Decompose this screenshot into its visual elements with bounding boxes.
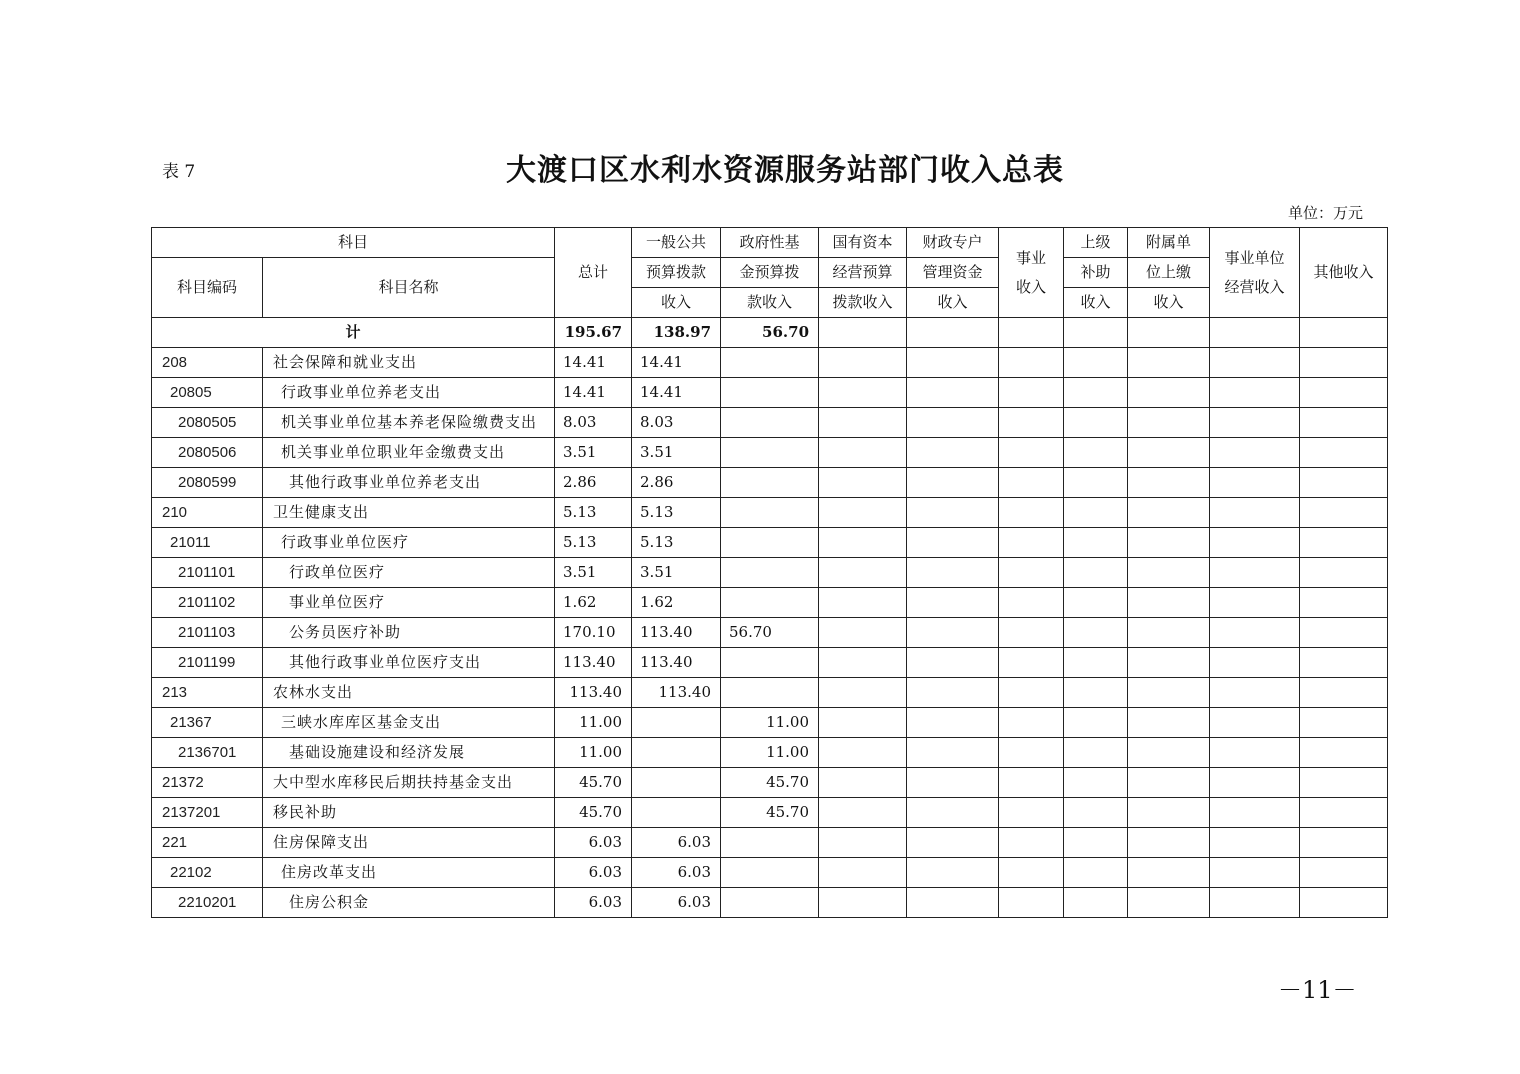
empty-cell [1210,528,1300,558]
empty-cell [907,438,999,468]
total-cell: 45.70 [555,798,632,828]
subject-name-cell: 移民补助 [263,798,555,828]
empty-cell [999,528,1064,558]
total-row-total: 195.67 [555,318,632,348]
empty-cell [819,768,907,798]
empty-cell [819,858,907,888]
general-public-cell: 3.51 [632,558,721,588]
gov-fund-cell [721,828,819,858]
header-general-public-3: 收入 [632,288,721,318]
empty-cell [819,378,907,408]
header-state-capital: 国有资本 [819,228,907,258]
empty-cell [1300,348,1388,378]
empty-cell [907,468,999,498]
empty-cell [1064,858,1128,888]
header-gov-fund-3: 款收入 [721,288,819,318]
gov-fund-cell [721,648,819,678]
header-gov-fund: 政府性基 [721,228,819,258]
empty-cell [819,738,907,768]
table-row [152,738,1388,768]
empty-cell [819,588,907,618]
general-public-cell: 6.03 [632,858,721,888]
empty-cell [1300,798,1388,828]
general-public-cell: 113.40 [632,648,721,678]
header-other: 其他收入 [1300,228,1388,318]
empty-cell [1064,348,1128,378]
total-cell: 14.41 [555,378,632,408]
empty-cell [1210,468,1300,498]
subject-code-cell: 2136701 [152,738,263,768]
table-row [152,798,1388,828]
empty-cell [1128,408,1210,438]
header-gov-fund-2: 金预算拨 [721,258,819,288]
general-public-cell: 5.13 [632,528,721,558]
empty-cell [999,768,1064,798]
subject-code-cell: 2080505 [152,408,263,438]
general-public-cell: 2.86 [632,468,721,498]
income-table [151,227,1388,918]
empty-cell [1128,768,1210,798]
empty-cell [1300,558,1388,588]
total-row-gov-fund: 56.70 [721,318,819,348]
total-cell: 6.03 [555,828,632,858]
total-cell: 8.03 [555,408,632,438]
general-public-cell: 1.62 [632,588,721,618]
subject-name-cell: 住房保障支出 [263,828,555,858]
empty-cell [907,768,999,798]
empty-cell [1300,858,1388,888]
total-row-general: 138.97 [632,318,721,348]
empty-cell [1210,798,1300,828]
header-superior-2: 补助 [1064,258,1128,288]
subject-code-cell: 2101103 [152,618,263,648]
header-subject-code: 科目编码 [152,258,263,318]
subject-code-cell: 2101101 [152,558,263,588]
gov-fund-cell: 11.00 [721,738,819,768]
empty-cell [1064,318,1128,348]
header-business-operating [1210,228,1300,318]
empty-cell [1128,828,1210,858]
empty-cell [1210,558,1300,588]
empty-cell [907,318,999,348]
subject-code-cell: 21367 [152,708,263,738]
header-general-public-2: 预算拨款 [632,258,721,288]
empty-cell [1064,438,1128,468]
data-rows [152,348,1388,918]
table-row [152,378,1388,408]
empty-cell [819,618,907,648]
empty-cell [907,858,999,888]
empty-cell [999,438,1064,468]
header-business-line-2: 收入 [1016,277,1047,296]
empty-cell [1210,768,1300,798]
total-cell: 113.40 [555,678,632,708]
subject-name-cell: 社会保障和就业支出 [263,348,555,378]
empty-cell [999,558,1064,588]
general-public-cell: 14.41 [632,348,721,378]
general-public-cell: 113.40 [632,618,721,648]
empty-cell [1300,528,1388,558]
subject-code-cell: 2080506 [152,438,263,468]
empty-cell [1064,648,1128,678]
empty-cell [999,378,1064,408]
empty-cell [1128,498,1210,528]
empty-cell [999,648,1064,678]
header-affiliated-2: 位上缴 [1128,258,1210,288]
empty-cell [819,828,907,858]
empty-cell [819,408,907,438]
empty-cell [1064,618,1128,648]
empty-cell [1300,408,1388,438]
empty-cell [1210,678,1300,708]
subject-name-cell: 其他行政事业单位养老支出 [263,468,555,498]
empty-cell [1210,858,1300,888]
gov-fund-cell [721,558,819,588]
empty-cell [1300,618,1388,648]
gov-fund-cell [721,888,819,918]
empty-cell [999,888,1064,918]
empty-cell [1210,618,1300,648]
subject-name-cell: 行政事业单位医疗 [263,528,555,558]
subject-name-cell: 大中型水库移民后期扶持基金支出 [263,768,555,798]
general-public-cell [632,768,721,798]
empty-cell [819,498,907,528]
subject-name-cell: 三峡水库库区基金支出 [263,708,555,738]
empty-cell [1064,708,1128,738]
total-row [152,318,1388,348]
gov-fund-cell: 11.00 [721,708,819,738]
general-public-cell [632,708,721,738]
empty-cell [907,708,999,738]
header-row-1 [152,228,1388,258]
header-state-capital-3: 拨款收入 [819,288,907,318]
gov-fund-cell [721,498,819,528]
empty-cell [999,798,1064,828]
empty-cell [1064,498,1128,528]
empty-cell [1128,798,1210,828]
gov-fund-cell: 45.70 [721,798,819,828]
empty-cell [819,888,907,918]
table-row [152,438,1388,468]
total-cell: 170.10 [555,618,632,648]
gov-fund-cell [721,588,819,618]
empty-cell [1210,318,1300,348]
empty-cell [1064,588,1128,618]
empty-cell [1128,888,1210,918]
header-business [999,228,1064,318]
empty-cell [1300,708,1388,738]
empty-cell [1210,438,1300,468]
page-number: －11－ [1278,976,1357,1004]
subject-name-cell: 卫生健康支出 [263,498,555,528]
header-business-operating-line-2: 经营收入 [1224,277,1285,296]
subject-name-cell: 行政事业单位养老支出 [263,378,555,408]
empty-cell [1300,888,1388,918]
empty-cell [819,558,907,588]
empty-cell [1128,318,1210,348]
total-cell: 11.00 [555,738,632,768]
empty-cell [1128,528,1210,558]
header-total: 总计 [555,228,632,318]
empty-cell [1300,828,1388,858]
table-row [152,588,1388,618]
empty-cell [819,648,907,678]
total-cell: 2.86 [555,468,632,498]
header-fiscal-special-3: 收入 [907,288,999,318]
subject-code-cell: 2101199 [152,648,263,678]
empty-cell [1300,438,1388,468]
general-public-cell: 8.03 [632,408,721,438]
empty-cell [1128,648,1210,678]
table-row [152,468,1388,498]
subject-code-cell: 221 [152,828,263,858]
empty-cell [1064,828,1128,858]
empty-cell [999,858,1064,888]
table-row [152,678,1388,708]
empty-cell [1128,438,1210,468]
empty-cell [1300,588,1388,618]
header-affiliated: 附属单 [1128,228,1210,258]
empty-cell [907,408,999,438]
empty-cell [1064,798,1128,828]
subject-name-cell: 机关事业单位基本养老保险缴费支出 [263,408,555,438]
empty-cell [1300,468,1388,498]
empty-cell [1128,738,1210,768]
empty-cell [1300,738,1388,768]
page-title: 大渡口区水利水资源服务站部门收入总表 [506,153,1064,188]
table-label: 表 7 [162,162,196,182]
table-row [152,408,1388,438]
gov-fund-cell [721,438,819,468]
gov-fund-cell [721,348,819,378]
header-business-operating-line-1: 事业单位 [1224,248,1285,267]
empty-cell [1128,618,1210,648]
empty-cell [1128,678,1210,708]
general-public-cell: 5.13 [632,498,721,528]
table-row [152,828,1388,858]
empty-cell [819,798,907,828]
general-public-cell: 6.03 [632,888,721,918]
subject-code-cell: 2210201 [152,888,263,918]
empty-cell [907,618,999,648]
subject-code-cell: 2080599 [152,468,263,498]
general-public-cell [632,798,721,828]
subject-code-cell: 208 [152,348,263,378]
empty-cell [999,348,1064,378]
header-subject-name: 科目名称 [263,258,555,318]
empty-cell [907,828,999,858]
empty-cell [1210,738,1300,768]
empty-cell [1064,378,1128,408]
empty-cell [1300,648,1388,678]
total-cell: 45.70 [555,768,632,798]
gov-fund-cell [721,468,819,498]
empty-cell [819,468,907,498]
empty-cell [1300,378,1388,408]
gov-fund-cell: 56.70 [721,618,819,648]
subject-name-cell: 基础设施建设和经济发展 [263,738,555,768]
empty-cell [1210,348,1300,378]
gov-fund-cell [721,378,819,408]
subject-code-cell: 21372 [152,768,263,798]
empty-cell [1064,738,1128,768]
empty-cell [1210,588,1300,618]
gov-fund-cell [721,678,819,708]
subject-code-cell: 20805 [152,378,263,408]
total-cell: 14.41 [555,348,632,378]
unit-label: 单位：万元 [1288,204,1364,222]
empty-cell [1210,378,1300,408]
empty-cell [907,378,999,408]
gov-fund-cell [721,528,819,558]
empty-cell [1210,408,1300,438]
empty-cell [999,318,1064,348]
empty-cell [1064,408,1128,438]
header-business-line-1: 事业 [1016,248,1047,267]
total-cell: 3.51 [555,558,632,588]
empty-cell [1064,888,1128,918]
empty-cell [999,498,1064,528]
empty-cell [819,678,907,708]
total-cell: 6.03 [555,858,632,888]
table-row [152,618,1388,648]
empty-cell [999,828,1064,858]
table-row [152,498,1388,528]
empty-cell [999,408,1064,438]
subject-code-cell: 22102 [152,858,263,888]
empty-cell [1128,558,1210,588]
header-affiliated-3: 收入 [1128,288,1210,318]
table-row [152,348,1388,378]
empty-cell [819,438,907,468]
empty-cell [1128,858,1210,888]
table-row [152,528,1388,558]
empty-cell [999,708,1064,738]
general-public-cell: 6.03 [632,828,721,858]
subject-name-cell: 机关事业单位职业年金缴费支出 [263,438,555,468]
table-row [152,768,1388,798]
empty-cell [907,558,999,588]
empty-cell [999,588,1064,618]
total-cell: 113.40 [555,648,632,678]
empty-cell [907,888,999,918]
empty-cell [1210,648,1300,678]
empty-cell [1210,828,1300,858]
gov-fund-cell [721,408,819,438]
empty-cell [907,588,999,618]
empty-cell [1128,378,1210,408]
header-superior-3: 收入 [1064,288,1128,318]
gov-fund-cell [721,858,819,888]
table-row [152,888,1388,918]
subject-name-cell: 住房公积金 [263,888,555,918]
empty-cell [907,648,999,678]
header-row-2 [152,258,1388,288]
empty-cell [1210,498,1300,528]
subject-name-cell: 住房改革支出 [263,858,555,888]
general-public-cell: 113.40 [632,678,721,708]
table-row [152,708,1388,738]
total-cell: 3.51 [555,438,632,468]
header-subject: 科目 [152,228,555,258]
general-public-cell [632,738,721,768]
table-row [152,558,1388,588]
gov-fund-cell: 45.70 [721,768,819,798]
total-cell: 6.03 [555,888,632,918]
empty-cell [1064,468,1128,498]
empty-cell [1128,348,1210,378]
subject-code-cell: 213 [152,678,263,708]
table-row [152,648,1388,678]
header-fiscal-special: 财政专户 [907,228,999,258]
empty-cell [999,738,1064,768]
empty-cell [999,678,1064,708]
empty-cell [907,348,999,378]
empty-cell [1300,498,1388,528]
total-cell: 5.13 [555,498,632,528]
empty-cell [1064,678,1128,708]
table-row [152,858,1388,888]
subject-code-cell: 2101102 [152,588,263,618]
subject-code-cell: 21011 [152,528,263,558]
header-superior: 上级 [1064,228,1128,258]
empty-cell [1128,708,1210,738]
empty-cell [999,468,1064,498]
empty-cell [1300,768,1388,798]
total-row-label: 计 [152,318,555,348]
empty-cell [1210,888,1300,918]
empty-cell [1300,318,1388,348]
empty-cell [819,528,907,558]
empty-cell [1128,468,1210,498]
total-cell: 5.13 [555,528,632,558]
empty-cell [907,678,999,708]
subject-name-cell: 农林水支出 [263,678,555,708]
total-cell: 11.00 [555,708,632,738]
subject-code-cell: 2137201 [152,798,263,828]
empty-cell [819,318,907,348]
general-public-cell: 14.41 [632,378,721,408]
empty-cell [1210,708,1300,738]
general-public-cell: 3.51 [632,438,721,468]
header-fiscal-special-2: 管理资金 [907,258,999,288]
empty-cell [819,348,907,378]
subject-name-cell: 事业单位医疗 [263,588,555,618]
empty-cell [819,708,907,738]
empty-cell [1064,528,1128,558]
subject-name-cell: 其他行政事业单位医疗支出 [263,648,555,678]
empty-cell [1300,678,1388,708]
empty-cell [907,798,999,828]
header-general-public: 一般公共 [632,228,721,258]
empty-cell [999,618,1064,648]
empty-cell [1064,768,1128,798]
total-cell: 1.62 [555,588,632,618]
empty-cell [907,738,999,768]
empty-cell [1064,558,1128,588]
subject-name-cell: 行政单位医疗 [263,558,555,588]
header-state-capital-2: 经营预算 [819,258,907,288]
empty-cell [907,528,999,558]
empty-cell [1128,588,1210,618]
subject-code-cell: 210 [152,498,263,528]
empty-cell [907,498,999,528]
subject-name-cell: 公务员医疗补助 [263,618,555,648]
